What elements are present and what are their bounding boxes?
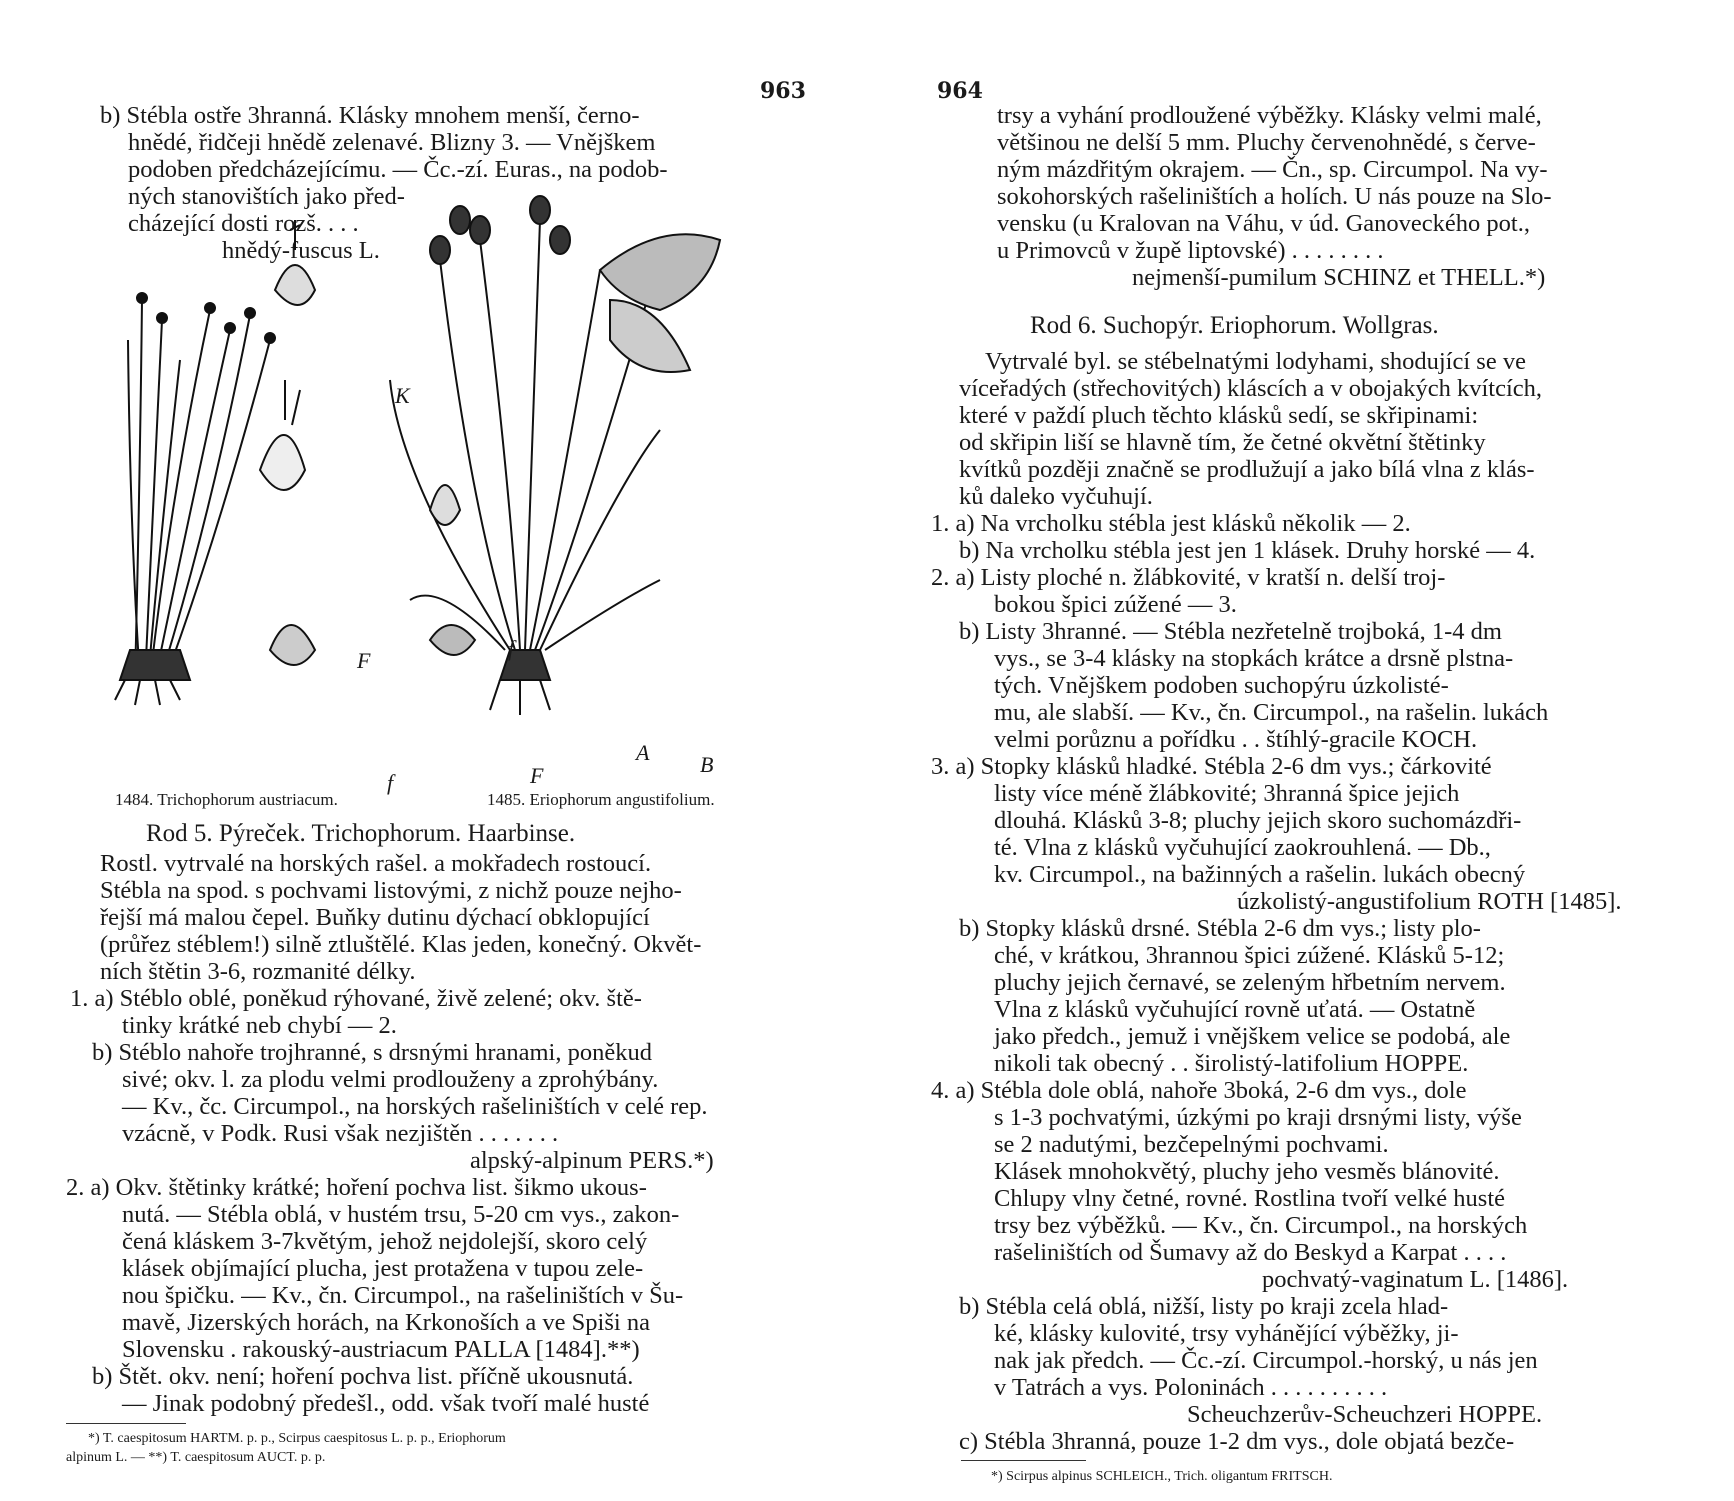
text-line: velmi porůznu a pořídku . . štíhlý-gracile KOCH. [994, 726, 1478, 753]
section-heading: Rod 6. Suchopýr. Eriophorum. Wollgras. [1030, 312, 1439, 339]
text-line: sokohorských rašeliništích a holích. U nás pouze na Slo- [997, 183, 1552, 210]
text-line: b) Stébla ostře 3hranná. Klásky mnohem menší, černo- [100, 102, 640, 129]
text-line: kv. Circumpol., na bažinných a rašelin. lukách obecný [994, 861, 1526, 888]
text-line: od skřipin liší se hlavně tím, že četné okvětní štětinky [959, 429, 1486, 456]
text-line: které v paždí pluch těchto klásků sedí, se skřipinami: [959, 402, 1479, 429]
text-line: nikoli tak obecný . . širolistý-latifolium HOPPE. [994, 1050, 1469, 1077]
text-line: — Jinak podobný předešl., odd. však tvoří malé husté [122, 1390, 650, 1417]
species-name: hnědý-fuscus L. [222, 237, 380, 264]
text-line: hnědé, řidčeji hnědě zelenavé. Blizny 3. — Vnějškem [128, 129, 656, 156]
text-line: Vytrvalé byl. se stébelnatými lodyhami, shodující se ve [985, 348, 1526, 375]
text-line: Chlupy vlny četné, rovné. Rostlina tvoří velké husté [994, 1185, 1506, 1212]
text-line: rašeliništích od Šumavy až do Beskyd a Karpat . . . . [994, 1239, 1507, 1266]
figure-letter: A [636, 740, 650, 765]
page-number: 963 [760, 78, 806, 104]
text-line: vensku (u Kralovan na Váhu, v úd. Ganoveckého pot., [997, 210, 1530, 237]
text-line: sivé; okv. l. za plodu velmi prodlouženy a zprohýbány. [122, 1066, 659, 1093]
species-name: Scheuchzerův-Scheuchzeri HOPPE. [1187, 1401, 1543, 1428]
text-line: Vlna z klásků vyčuhující rovně uťatá. — Ostatně [994, 996, 1476, 1023]
text-line: b) Stéblo nahoře trojhranné, s drsnými hranami, poněkud [92, 1039, 652, 1066]
text-line: klásek objímající plucha, jest protažena v tupou zele- [122, 1255, 644, 1282]
text-line: Slovensku . rakouský-austriacum PALLA [1484].**) [122, 1336, 640, 1363]
text-line: ché, v krátkou, 3hrannou špici zúžené. Klásků 5-12; [994, 942, 1505, 969]
species-name: nejmenší-pumilum SCHINZ et THELL.*) [1132, 264, 1546, 291]
text-line: 2. a) Listy ploché n. žlábkovité, v kratší n. delší troj- [931, 564, 1446, 591]
figure-letter: F [357, 648, 371, 673]
right-page [867, 0, 1734, 1501]
text-line: trsy a vyhání prodloužené výběžky. Klásky velmi malé, [997, 102, 1542, 129]
text-line: pluchy jejich černavé, se zeleným hřbetním nervem. [994, 969, 1506, 996]
text-line: 2. a) Okv. štětinky krátké; hoření pochva list. šikmo ukous- [66, 1174, 647, 1201]
text-line: kvítků později značně se prodlužují a jako bílá vlna z klás- [959, 456, 1535, 483]
text-line: ké, klásky kulovité, trsy vyhánějící výběžky, ji- [994, 1320, 1459, 1347]
text-line: řejší má malou čepel. Buňky dutinu dýchací obklopující [100, 904, 650, 931]
text-line: listy více méně žlábkovité; 3hranná špice jejich [994, 780, 1460, 807]
text-line: vys., se 3-4 klásky na stopkách krátce a drsně plstna- [994, 645, 1514, 672]
text-line: b) Stopky klásků drsné. Stébla 2-6 dm vys.; listy plo- [959, 915, 1481, 942]
text-line: ných stanovištích jako před- [128, 183, 405, 210]
footnote: *) Scirpus alpinus SCHLEICH., Trich. oligantum FRITSCH. [991, 1469, 1333, 1484]
figure-letter: B [700, 752, 714, 777]
text-line: (průřez stéblem!) silně ztluštělé. Klas jeden, konečný. Okvět- [100, 931, 702, 958]
text-line: mavě, Jizerských horách, na Krkonoších a ve Spiši na [122, 1309, 650, 1336]
text-line: s 1-3 pochvatými, úzkými po kraji drsnými listy, výše [994, 1104, 1522, 1131]
text-line: většinou ne delší 5 mm. Pluchy červenohnědé, s červe- [997, 129, 1536, 156]
text-line: bokou špici zúžené — 3. [994, 591, 1237, 618]
text-line: vzácně, v Podk. Rusi však nezjištěn . . . . . . . [122, 1120, 559, 1147]
text-line: tinky krátké neb chybí — 2. [122, 1012, 397, 1039]
text-line: trsy bez výběžků. — Kv., čn. Circumpol., na horských [994, 1212, 1528, 1239]
text-line: nutá. — Stébla oblá, v hustém trsu, 5-20 cm vys., zakon- [122, 1201, 680, 1228]
text-line: c) Stébla 3hranná, pouze 1-2 dm vys., dole objatá bezče- [959, 1428, 1515, 1455]
text-line: nak jak předch. — Čc.-zí. Circumpol.-horský, u nás jen [994, 1347, 1538, 1374]
page-number: 964 [937, 78, 983, 104]
text-line: v Tatrách a vys. Poloninách . . . . . . . . . . [994, 1374, 1388, 1401]
text-line: tých. Vnějškem podoben suchopýru úzkolisté- [994, 672, 1449, 699]
text-line: Klásek mnohokvětý, pluchy jeho vesměs blánovité. [994, 1158, 1500, 1185]
footnote: *) T. caespitosum HARTM. p. p., Scirpus caespitosus L. p. p., Eriophorum [88, 1431, 506, 1446]
text-line: se 2 nadutými, bezčepelnými pochvami. [994, 1131, 1389, 1158]
figure-letter: F [530, 763, 544, 788]
footnote-rule [961, 1460, 1086, 1461]
text-line: b) Listy 3hranné. — Stébla nezřetelně trojboká, 1-4 dm [959, 618, 1502, 645]
text-line: b) Štět. okv. není; hoření pochva list. příčně ukousnutá. [92, 1363, 634, 1390]
section-heading: Rod 5. Pýreček. Trichophorum. Haarbinse. [146, 820, 576, 847]
text-line: víceřadých (střechovitých) kláscích a v obojakých kvítcích, [959, 375, 1543, 402]
text-line: Rostl. vytrvalé na horských rašel. a mokřadech rostoucí. [100, 850, 652, 877]
footnote-rule [66, 1423, 186, 1424]
footnote: alpinum L. — **) T. caespitosum AUCT. p. p. [66, 1450, 326, 1465]
text-line: čená kláskem 3-7květým, jehož nejdolejší, skoro celý [122, 1228, 648, 1255]
botanical-illustration [100, 180, 800, 780]
text-line: té. Vlna z klásků vyčuhující zaokrouhlená. — Db., [994, 834, 1491, 861]
text-line: Stébla na spod. s pochvami listovými, z nichž pouze nejho- [100, 877, 682, 904]
text-line: 4. a) Stébla dole oblá, nahoře 3boká, 2-6 dm vys., dole [931, 1077, 1467, 1104]
text-line: ních štětin 3-6, rozmanité délky. [100, 958, 416, 985]
text-line: ným mázdřitým okrajem. — Čn., sp. Circumpol. Na vy- [997, 156, 1548, 183]
text-line: b) Stébla celá oblá, nižší, listy po kraji zcela hlad- [959, 1293, 1449, 1320]
text-line: dlouhá. Klásků 3-8; pluchy jejich skoro suchomázdři- [994, 807, 1522, 834]
text-line: jako předch., jemuž i vnějškem velice se podobá, ale [994, 1023, 1511, 1050]
species-name: úzkolistý-angustifolium ROTH [1485]. [1237, 888, 1622, 915]
text-line: 3. a) Stopky klásků hladké. Stébla 2-6 dm vys.; čárkovité [931, 753, 1492, 780]
species-name: alpský-alpinum PERS.*) [470, 1147, 714, 1174]
figure-letter: f [508, 636, 515, 661]
text-line: cházející dosti rozš. . . . [128, 210, 359, 237]
figure-caption: 1484. Trichophorum austriacum. [115, 790, 338, 809]
text-line: 1. a) Na vrcholku stébla jest klásků několik — 2. [931, 510, 1411, 537]
text-line: podoben předcházejícímu. — Čc.-zí. Euras., na podob- [128, 156, 668, 183]
text-line: b) Na vrcholku stébla jest jen 1 klásek. Druhy horské — 4. [959, 537, 1536, 564]
figure-letter: f [387, 770, 394, 795]
text-line: 1. a) Stéblo oblé, poněkud rýhované, živě zelené; okv. ště- [70, 985, 642, 1012]
text-line: — Kv., čc. Circumpol., na horských rašeliništích v celé rep. [122, 1093, 708, 1120]
species-name: pochvatý-vaginatum L. [1486]. [1262, 1266, 1569, 1293]
text-line: ků daleko vyčuhují. [959, 483, 1153, 510]
text-line: nou špičku. — Kv., čn. Circumpol., na rašeliništích v Šu- [122, 1282, 684, 1309]
figure-letter: K [395, 383, 410, 408]
text-line: mu, ale slabší. — Kv., čn. Circumpol., na rašelin. lukách [994, 699, 1549, 726]
figure-caption: 1485. Eriophorum angustifolium. [487, 790, 715, 809]
text-line: u Primovců v župě liptovské) . . . . . . . . [997, 237, 1384, 264]
